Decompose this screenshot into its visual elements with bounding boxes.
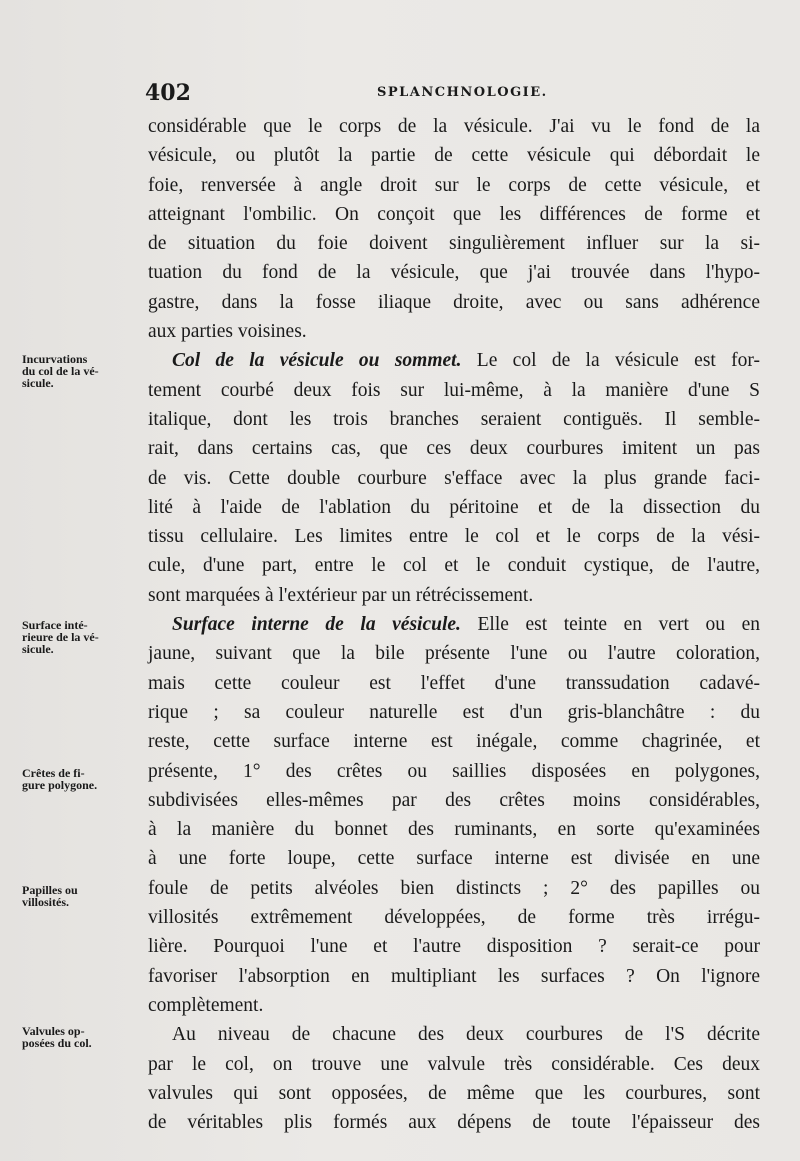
margin-note-line: Papilles ou [22, 883, 78, 897]
text-line: rique ; sa couleur naturelle est d'un gris-blanchâtre : du [148, 701, 760, 723]
text-line: lière. Pourquoi l'une et l'autre disposition ? serait-ce pour [148, 936, 760, 958]
text-line: valvules qui sont opposées, de même que les courbures, sont [148, 1082, 760, 1104]
section-heading-surface: Surface interne de la vésicule. [172, 614, 461, 636]
text-fragment: Le col de la vésicule est for- [461, 350, 760, 372]
margin-note-incurvations [22, 353, 150, 389]
text-line: foule de petits alvéoles bien distincts ; 2° des papilles ou [148, 877, 760, 899]
text-line: atteignant l'ombilic. On conçoit que les différences de forme et [148, 203, 760, 225]
text-line: villosités extrêmement développées, de forme très irrégu- [148, 907, 760, 929]
margin-note-line: Surface inté- [22, 618, 88, 632]
text-line: vésicule, ou plutôt la partie de cette vésicule qui débordait le [148, 145, 760, 167]
margin-note-line: sicule. [22, 376, 54, 390]
paragraph-first-line [148, 610, 760, 639]
text-line: considérable que le corps de la vésicule. J'ai vu le fond de la [148, 116, 760, 137]
margin-note-line: villosités. [22, 895, 69, 909]
margin-note-line: gure polygone. [22, 778, 98, 792]
running-head: SPLANCHNOLOGIE. [377, 85, 548, 100]
text-line: mais cette couleur est l'effet d'une transsudation cadavé- [148, 672, 760, 694]
margin-note-line: Valvules op- [22, 1024, 85, 1038]
text-line: subdivisées elles-mêmes par des crêtes moins considérables, [148, 789, 760, 811]
margin-note-line: rieure de la vé- [22, 630, 99, 644]
text-line: à la manière du bonnet des ruminants, en sorte qu'examinées [148, 819, 760, 841]
text-line: tement courbé deux fois sur lui-même, à la manière d'une S [148, 379, 760, 401]
margin-note-line: Incurvations [22, 352, 88, 366]
body-text [148, 112, 760, 1137]
text-line: de situation du foie doivent singulièrement influer sur la si- [148, 233, 760, 255]
text-line: tuation du fond de la vésicule, que j'ai trouvée dans l'hypo- [148, 262, 760, 284]
text-line: par le col, on trouve une valvule très considérable. Ces deux [148, 1053, 760, 1075]
page-header [145, 80, 755, 110]
text-line: jaune, suivant que la bile présente l'une ou l'autre coloration, [148, 643, 760, 665]
margin-note-line: du col de la vé- [22, 364, 99, 378]
text-line: présente, 1° des crêtes ou saillies disposées en polygones, [148, 760, 760, 782]
text-fragment: Elle est teinte en vert ou en [460, 614, 760, 636]
text-line: italique, dont les trois branches seraient contiguës. Il semble- [148, 408, 760, 430]
text-line: favoriser l'absorption en multipliant les surfaces ? On l'ignore [148, 965, 760, 987]
text-line: lité à l'aide de l'ablation du péritoine et de la dissection du [148, 496, 760, 518]
margin-note-cretes [22, 767, 150, 791]
margin-note-surface-interieure [22, 619, 150, 655]
text-line: tissu cellulaire. Les limites entre le col et le corps de la vési- [148, 526, 760, 548]
text-line: à une forte loupe, cette surface interne est divisée en une [148, 848, 760, 870]
margin-note-valvules [22, 1025, 150, 1049]
text-line: foie, renversée à angle droit sur le corps de cette vésicule, et [148, 174, 760, 196]
text-line: aux parties voisines. [148, 321, 307, 343]
text-line: cule, d'une part, entre le col et le conduit cystique, de l'autre, [148, 555, 760, 577]
margin-note-line: Crêtes de fi- [22, 766, 85, 780]
text-line: sont marquées à l'extérieur par un rétrécissement. [148, 584, 534, 606]
text-line: de vis. Cette double courbure s'efface avec la plus grande faci- [148, 467, 760, 489]
margin-note-papilles [22, 884, 150, 908]
text-line: rait, dans certains cas, que ces deux courbures imitent un pas [148, 438, 760, 460]
text-line: complètement. [148, 994, 264, 1016]
text-line: gastre, dans la fosse iliaque droite, avec ou sans adhérence [148, 291, 760, 313]
page-number: 402 [145, 80, 191, 106]
text-line: reste, cette surface interne est inégale, comme chagrinée, et [148, 731, 760, 753]
margin-note-line: sicule. [22, 642, 54, 656]
text-line: Au niveau de chacune des deux courbures de l'S décrite [172, 1024, 760, 1046]
text-line: de véritables plis formés aux dépens de toute l'épaisseur des [148, 1112, 760, 1134]
paragraph-first-line [148, 346, 760, 375]
section-heading-col: Col de la vésicule ou sommet. [172, 350, 462, 372]
margin-note-line: posées du col. [22, 1036, 92, 1050]
